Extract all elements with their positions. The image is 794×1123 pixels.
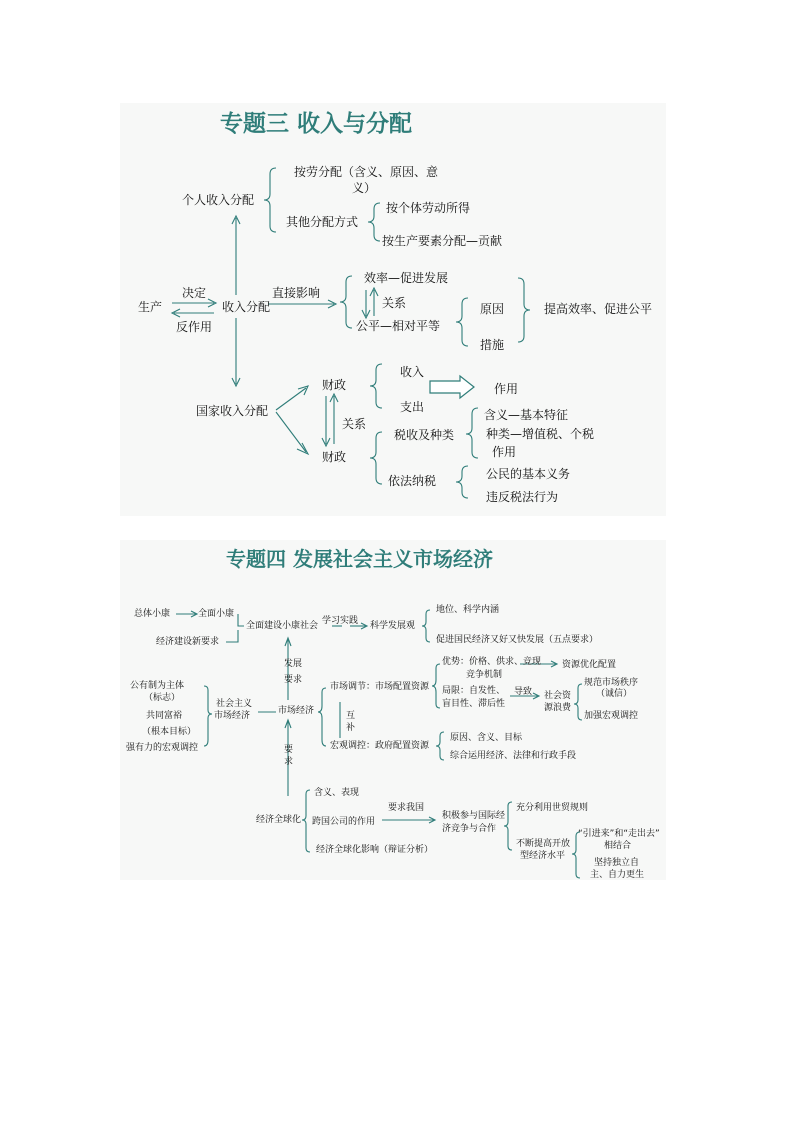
node-label: 主、自力更生 xyxy=(590,870,645,880)
node-label: 共同富裕 xyxy=(146,711,183,721)
node-label: 经济建设新要求 xyxy=(156,637,220,647)
node-label: 反作用 xyxy=(176,320,213,334)
node-label: 措施 xyxy=(480,338,505,352)
brace xyxy=(456,298,468,346)
brace xyxy=(368,203,380,241)
node-label: （根本目标） xyxy=(142,727,197,737)
node-label: 社会资 xyxy=(544,691,572,701)
panel-title: 专题四 发展社会主义市场经济 xyxy=(226,547,493,571)
node-label: 财政 xyxy=(322,450,347,464)
brace xyxy=(318,688,326,746)
node-label: 局限：自发性、 xyxy=(442,686,506,696)
node-label: 市场调节：市场配置资源 xyxy=(330,682,430,692)
brace xyxy=(466,408,478,458)
arrowhead xyxy=(297,443,308,454)
brace xyxy=(340,276,352,328)
node-label: 效率—促进发展 xyxy=(364,271,449,285)
brace xyxy=(370,364,382,408)
node-label: 经济全球化影响（辩证分析） xyxy=(316,845,434,855)
node-label: 相结合 xyxy=(604,841,632,851)
brace xyxy=(204,686,212,746)
node-label: 种类—增值税、个税 xyxy=(486,427,595,441)
node-label: 跨国公司的作用 xyxy=(312,817,376,827)
node-label: 互 xyxy=(346,711,356,721)
node-label: 公平—相对平等 xyxy=(356,319,441,333)
node-label: 决定 xyxy=(182,286,207,300)
node-label: 要求 xyxy=(284,675,303,685)
node-label: 按劳分配（含义、原因、意 xyxy=(294,165,439,179)
node-label: 直接影响 xyxy=(272,286,321,300)
brace xyxy=(432,664,440,708)
node-label: 公有制为主体 xyxy=(130,681,185,691)
node-label: 资源优化配置 xyxy=(562,660,617,670)
node-label: 生产 xyxy=(138,300,163,314)
node-label: “引进来”和“走出去” xyxy=(578,829,660,839)
node-label: 个人收入分配 xyxy=(182,193,255,207)
connector xyxy=(238,614,244,626)
node-label: 国家收入分配 xyxy=(196,404,269,418)
node-label: 要求我国 xyxy=(388,803,425,813)
node-label: 促进国民经济又好又快发展（五点要求） xyxy=(436,635,599,645)
node-label: 关系 xyxy=(342,417,367,431)
node-label: 导致 xyxy=(514,687,533,697)
node-label: 济竞争与合作 xyxy=(442,824,497,834)
node-label: 强有力的宏观调控 xyxy=(126,743,199,753)
node-label: 公民的基本义务 xyxy=(486,467,571,481)
panel-title: 专题三 收入与分配 xyxy=(220,111,413,137)
node-label: （标志） xyxy=(144,693,181,703)
brace xyxy=(264,168,276,232)
node-label: 型经济水平 xyxy=(520,851,566,861)
brace xyxy=(504,802,512,850)
node-label: 竞争机制 xyxy=(466,670,503,680)
brace xyxy=(456,466,468,498)
node-label: 宏观调控：政府配置资源 xyxy=(330,741,430,751)
node-label: 按个体劳动所得 xyxy=(386,201,471,215)
node-label: 提高效率、促进公平 xyxy=(544,302,653,316)
node-label: 含义、表现 xyxy=(314,788,360,798)
brace xyxy=(436,732,444,760)
node-label: 经济全球化 xyxy=(256,815,302,825)
node-label: 税收及种类 xyxy=(394,428,455,442)
node-label: 学习实践 xyxy=(322,616,359,626)
node-label: 优势：价格、供求、竞现 xyxy=(442,657,542,667)
node-label: 源浪费 xyxy=(544,703,572,713)
node-label: 市场经济 xyxy=(278,706,315,716)
hollow-arrow xyxy=(430,376,474,398)
brace xyxy=(302,790,310,852)
node-label: 积极参与国际经 xyxy=(442,811,506,821)
node-label: 原因、含义、目标 xyxy=(450,733,523,743)
node-label: 补 xyxy=(346,723,356,733)
node-label: 市场经济 xyxy=(214,711,251,721)
node-label: 不断提高开放 xyxy=(516,839,571,849)
node-label: 收入分配 xyxy=(222,300,271,314)
brace xyxy=(518,278,530,342)
node-label: 作用 xyxy=(494,382,519,396)
node-label: 违反税法行为 xyxy=(486,490,559,504)
node-label: 地位、科学内涵 xyxy=(436,605,500,615)
node-label: 作用 xyxy=(492,445,517,459)
node-label: 社会主义 xyxy=(216,699,253,709)
node-label: 要 xyxy=(284,745,294,755)
node-label: 加强宏观调控 xyxy=(584,711,639,721)
node-label: 总体小康 xyxy=(134,609,171,619)
brace xyxy=(422,610,430,642)
node-label: 关系 xyxy=(382,296,407,310)
node-label: 按生产要素分配—贡献 xyxy=(382,234,503,248)
node-label: 含义—基本特征 xyxy=(484,408,569,422)
node-label: 义） xyxy=(352,181,377,195)
node-label: 规范市场秩序 xyxy=(584,678,639,688)
brace xyxy=(370,432,382,484)
node-label: 原因 xyxy=(480,302,505,316)
node-label: 科学发展观 xyxy=(370,621,416,631)
node-label: 综合运用经济、法律和行政手段 xyxy=(450,751,577,761)
connector xyxy=(276,412,306,452)
node-label: （诚信） xyxy=(596,689,633,699)
node-label: 盲目性、滞后性 xyxy=(442,699,506,709)
node-label: 其他分配方式 xyxy=(286,215,359,229)
node-label: 求 xyxy=(284,757,294,767)
connector xyxy=(226,630,238,642)
node-label: 全面建设小康社会 xyxy=(246,621,319,631)
node-label: 充分利用世贸规则 xyxy=(516,803,589,813)
node-label: 收入 xyxy=(400,365,425,379)
connector xyxy=(276,388,306,410)
node-label: 发展 xyxy=(284,659,303,669)
brace xyxy=(574,684,582,720)
node-label: 坚持独立自 xyxy=(594,858,640,868)
node-label: 财政 xyxy=(322,378,347,392)
node-label: 全面小康 xyxy=(198,609,235,619)
node-label: 支出 xyxy=(400,400,425,414)
node-label: 依法纳税 xyxy=(388,474,437,488)
